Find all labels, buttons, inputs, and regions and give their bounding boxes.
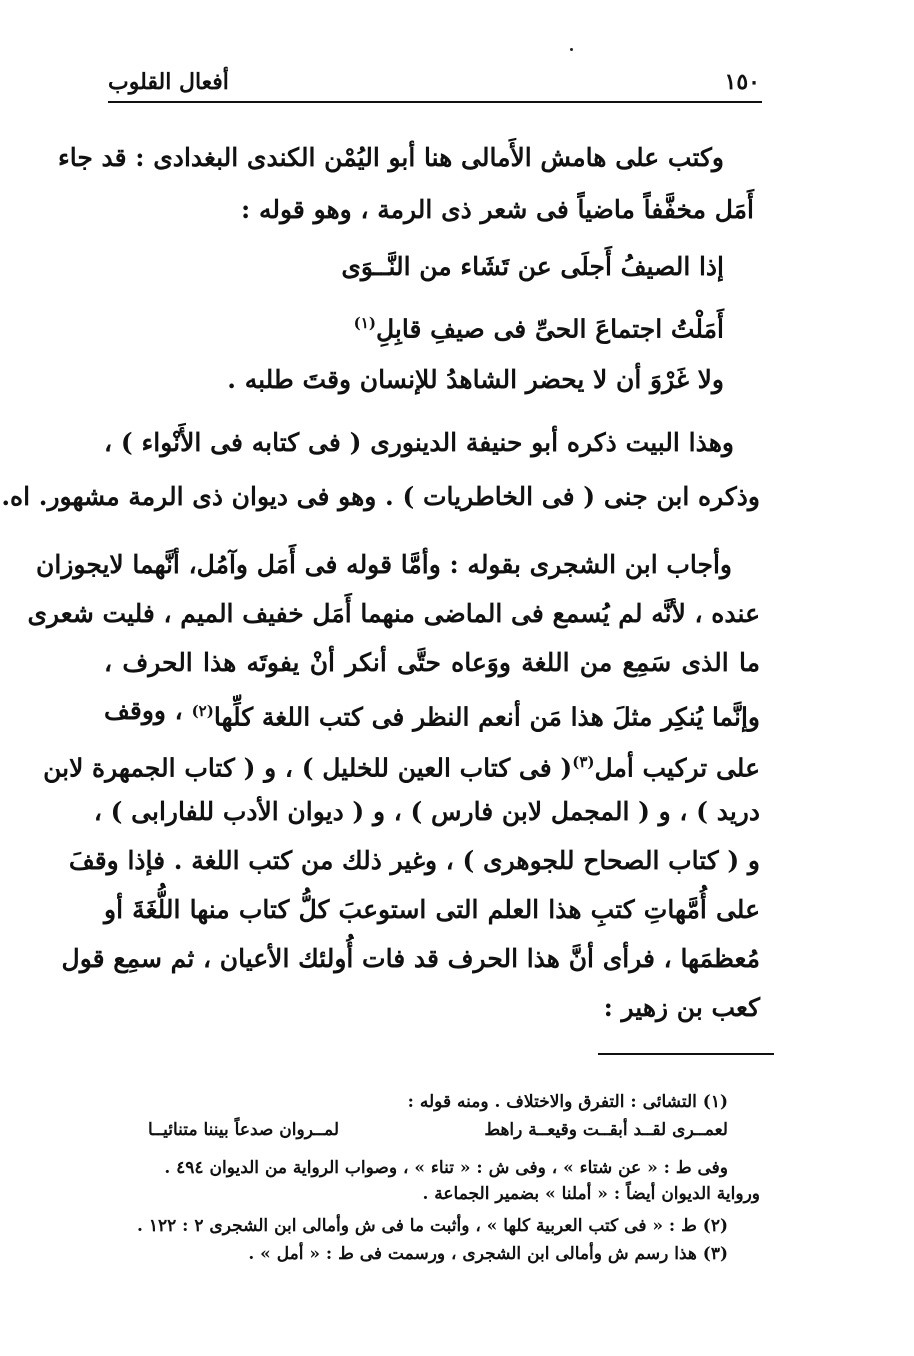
body-line-8: ما الذى سَمِع من اللغة ووَعاه حتَّى أنكر أنْ يفوتَه هذا الحرف ، [104,648,760,677]
footnote-1-line-4: ورواية الديوان أيضاً : « أملنا » بضمير الجماعة . [422,1184,760,1204]
body-line-9 [104,691,760,731]
page-header [108,64,760,100]
body-line-9-text: وإنَّما يُنكِر مثلَ هذا مَن أنعم النظر فى كتب اللغة كلِّها [213,702,760,732]
footnote-1-verse-a: لعمــرى لقــد أبقــت وقيعــة راهط [484,1120,728,1140]
page-number: ١٥٠ [724,69,760,95]
footnote-3: (٣) هذا رسم ش وأمالى ابن الشجرى ، ورسمت فى ط : « أمل » . [248,1244,728,1264]
body-line-10-text: ( فى كتاب العين للخليل ) ، و ( كتاب الجمهرة لابن [43,753,573,783]
footnote-ref-1: (١) [353,314,376,332]
footnote-1-line-3: وفى ط : « عن شتاء » ، وفى ش : « تناء » ، وصواب الرواية من الديوان ٤٩٤ . [164,1158,728,1178]
footnote-1-verse-b: لمــروان صدعاً بيننا متنائيــا [148,1120,340,1140]
running-title: أفعال القلوب [108,69,229,95]
body-line-6: وأجاب ابن الشجرى بقوله : وأمَّا قوله فى أَمَل وآمُل، أنَّهما لايجوزان [36,550,732,579]
body-line-11: دريد ) ، و ( المجمل لابن فارس ) ، و ( ديوان الأدب للفارابى ) ، [93,797,760,826]
body-line-5: وذكره ابن جنى ( فى الخاطريات ) . وهو فى ديوان ذى الرمة مشهور. اه. [1,482,760,511]
body-line-14: مُعظمَها ، فرأى أنَّ هذا الحرف قد فات أُولئك الأعيان ، ثم سمِع قول [61,944,760,973]
footnote-ref-3: (٣) [572,753,595,771]
body-line-15: كعب بن زهير : [603,993,760,1022]
body-line-3: ولا غَرْوَ أن لا يحضر الشاهدُ للإنسان وقتَ طلبه . [227,365,724,394]
body-line-7: عنده ، لأنَّه لم يُسمع فى الماضى منهما أَمَل خفيف الميم ، فليت شعرى [27,599,760,628]
verse-line-2 [354,303,724,343]
verse-line-1: إذا الصيفُ أَجلَى عن تَشَاء من النَّــوَى [341,252,724,281]
speck [570,48,573,51]
footnote-ref-2: (٢) [191,702,214,720]
footnote-2: (٢) ط : « فى كتب العربية كلها » ، وأثبت ما فى ش وأمالى ابن الشجرى ٢ : ١٢٢ . [136,1216,728,1236]
body-line-13: على أُمَّهاتِ كتبِ هذا العلم التى استوعبَ كلُّ كتاب منها اللُّغَةَ أو [104,895,760,924]
footnote-1-line-1: (١) التشائى : التفرق والاختلاف . ومنه قوله : [407,1092,728,1112]
body-line-9-tail: ، ووقف [104,696,183,725]
body-line-1: وكتب على هامش الأَمالى هنا أبو اليُمْن الكندى البغدادى : قد جاء [58,143,724,172]
verse-line-2-text: أَمَلْتُ اجتماعَ الحىِّ فى صيفِ قابِلِ [375,314,724,344]
body-line-2: أَمَل مخفَّفاً ماضياً فى شعر ذى الرمة ، وهو قوله : [241,195,754,224]
body-line-10-head: على تركيب أمل [594,753,760,783]
header-rule [108,101,762,103]
footnote-rule [598,1053,774,1055]
body-line-10 [43,742,760,783]
body-line-12: و ( كتاب الصحاح للجوهرى ) ، وغير ذلك من كتب اللغة . فإذا وقفَ [68,846,760,875]
body-line-4: وهذا البيت ذكره أبو حنيفة الدينورى ( فى كتابه فى الأَنْواء ) ، [104,428,734,457]
